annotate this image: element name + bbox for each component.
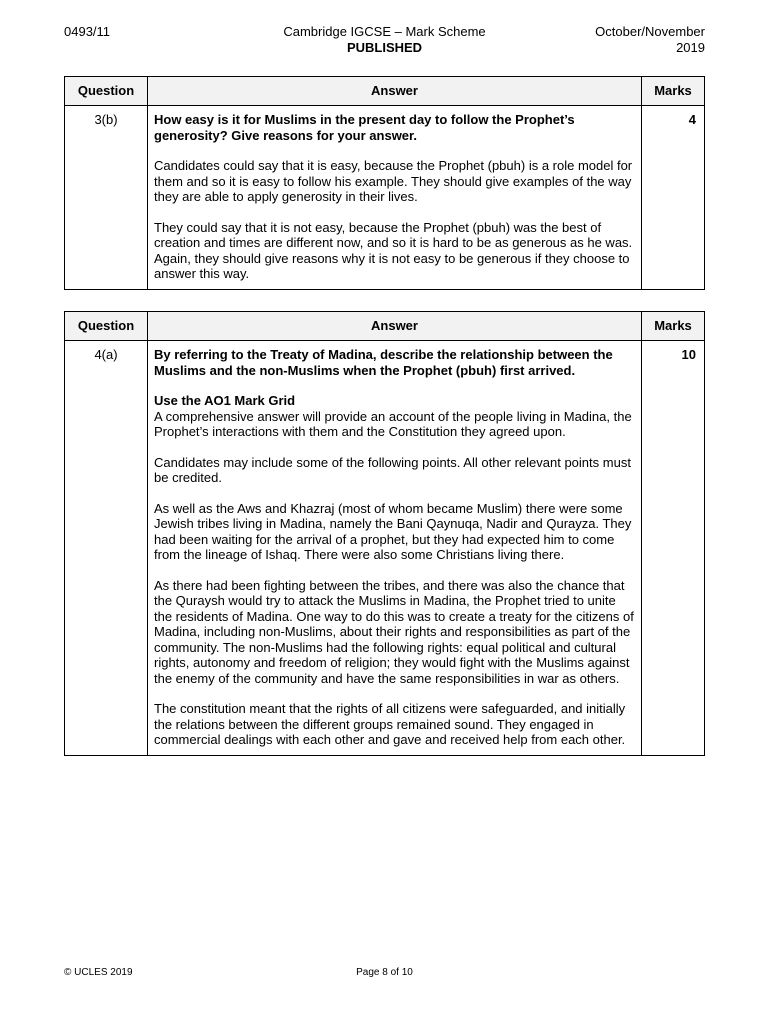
answer-paragraph: As there had been fighting between the tribes, and there was also the chance that the Quraysh would try to attack the Muslims in Madina, the Prophet tried to unite the residents of Madina. One way to do this was to create a treaty for the citizens of Madina, including non-Muslims, about their rights and responsibilities as part of the community. The non-Muslims had the following rights: equal political and cultural rights, autonomy and freedom of religion; they would fight with the Muslims against the enemy of the community and have the same responsibilities in war as others.	[154, 577, 634, 686]
exam-year: 2019	[676, 40, 705, 55]
marks-value: 10	[681, 347, 696, 362]
answer-paragraph: The constitution meant that the rights of all citizens were safeguarded, and initially the relations between the different groups remained sound. They engaged in commercial dealings with each other and gave and received help from each other.	[154, 701, 626, 747]
column-header-marks: Marks	[642, 312, 705, 341]
answer-paragraph: As well as the Aws and Khazraj (most of whom became Muslim) there were some Jewish tribes living in Madina, namely the Bani Qaynuqa, Nadir and Qurayza. They had been waiting for the arrival of a prophet, but they had expected him to come from the lineage of Ishaq. There were also some Christians living there.	[154, 500, 632, 562]
marks-cell	[642, 341, 705, 756]
question-text: How easy is it for Muslims in the present day to follow the Prophet’s generosity? Give reasons for your answer.	[154, 112, 575, 143]
mark-scheme-table-4a	[64, 311, 705, 756]
marks-cell	[642, 106, 705, 290]
table-row	[65, 106, 705, 290]
answer-cell	[148, 341, 642, 756]
exam-session-block	[595, 24, 705, 56]
answer-cell	[148, 106, 642, 290]
page-header	[64, 24, 705, 58]
question-text: By referring to the Treaty of Madina, describe the relationship between the Muslims and the non-Muslims when the Prophet (pbuh) first arrived.	[154, 347, 613, 378]
table-header-row	[65, 312, 705, 341]
table-header-row	[65, 77, 705, 106]
copyright: © UCLES 2019	[64, 967, 133, 978]
mark-grid-text: A comprehensive answer will provide an account of the people living in Madina, the Prophet’s interactions with them and the Constitution they agreed upon.	[154, 408, 632, 439]
mark-grid-block	[154, 393, 635, 440]
marks-value: 4	[688, 112, 696, 127]
answer-paragraph: Candidates may include some of the following points. All other relevant points must be credited.	[154, 454, 631, 485]
column-header-answer: Answer	[148, 312, 642, 341]
document-title: Cambridge IGCSE – Mark Scheme	[283, 24, 486, 39]
column-header-answer: Answer	[148, 77, 642, 106]
published-label: PUBLISHED	[346, 40, 423, 55]
column-header-marks: Marks	[642, 77, 705, 106]
mark-scheme-table-3b	[64, 76, 705, 290]
table-row	[65, 341, 705, 756]
page-number: Page 8 of 10	[356, 967, 413, 978]
exam-session: October/November	[595, 24, 705, 39]
mark-grid-heading: Use the AO1 Mark Grid	[154, 393, 296, 408]
question-number: 3(b)	[65, 106, 148, 290]
column-header-question: Question	[65, 77, 148, 106]
answer-paragraph: Candidates could say that it is easy, because the Prophet (pbuh) is a role model for them and so it is easy to follow his example. They should give examples of the way they are able to apply generosity in their lives.	[154, 158, 633, 204]
column-header-question: Question	[65, 312, 148, 341]
answer-paragraph: They could say that it is not easy, because the Prophet (pbuh) was the best of creation and times are different now, and so it is hard to be as generous as he was. Again, they should give reasons why it is not easy to be generous if they choose to answer this way.	[154, 219, 633, 281]
question-number: 4(a)	[65, 341, 148, 756]
syllabus-code: 0493/11	[64, 24, 111, 39]
